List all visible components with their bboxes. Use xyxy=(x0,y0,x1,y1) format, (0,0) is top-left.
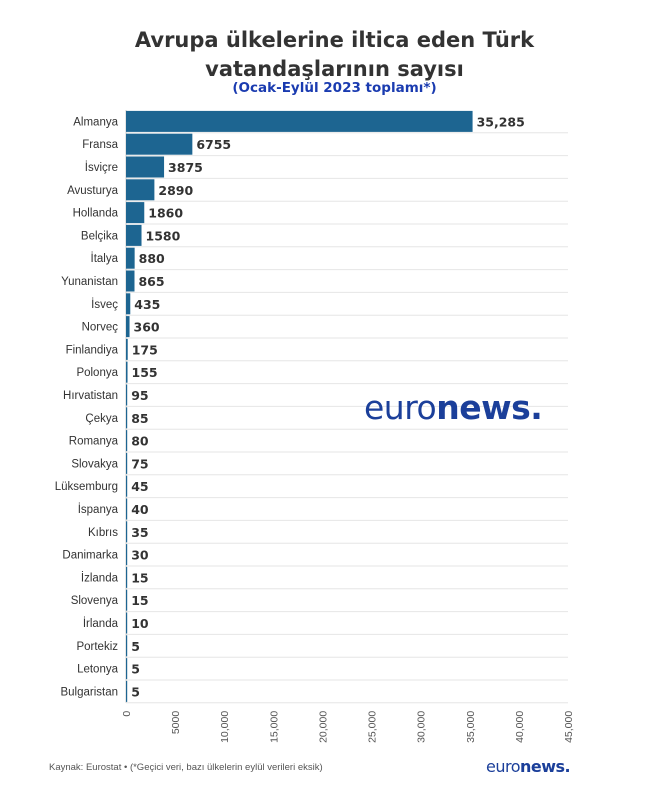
euronews-watermark-logo xyxy=(364,388,542,427)
bar xyxy=(126,248,135,269)
value-label: 5 xyxy=(131,684,140,700)
category-label: Lüksemburg xyxy=(54,481,118,494)
x-tick-label: 10,000 xyxy=(219,710,232,743)
bar xyxy=(126,202,144,223)
footer-logo-news-text: news xyxy=(520,757,565,776)
value-label: 75 xyxy=(131,456,149,472)
category-label: Portekiz xyxy=(76,640,118,653)
bar xyxy=(126,111,473,132)
title-line-1: Avrupa ülkelerine iltica eden Türk xyxy=(134,28,535,52)
category-label: Fransa xyxy=(82,139,118,152)
category-label: Çekya xyxy=(85,412,118,425)
bar xyxy=(126,293,130,314)
x-tick-label: 15,000 xyxy=(268,710,281,743)
bar xyxy=(126,134,192,155)
x-tick-label: 25,000 xyxy=(366,710,379,743)
bar xyxy=(126,339,128,360)
value-label: 15 xyxy=(131,593,149,609)
bar xyxy=(126,271,134,292)
value-label: 175 xyxy=(131,342,158,358)
category-label: İsveç xyxy=(91,298,118,311)
category-label: İtalya xyxy=(90,253,118,266)
value-label: 3875 xyxy=(168,160,203,175)
bar xyxy=(126,316,130,337)
bar xyxy=(126,613,127,634)
bar xyxy=(126,225,142,246)
logo-dot: . xyxy=(530,388,543,427)
value-label: 360 xyxy=(133,319,160,335)
value-label: 1860 xyxy=(148,205,184,221)
value-label: 1580 xyxy=(145,228,181,244)
bar xyxy=(126,476,127,497)
category-label: Slovakya xyxy=(71,458,118,471)
bar xyxy=(126,544,127,565)
value-label: 35,285 xyxy=(476,114,525,130)
title-line-2: vatandaşlarının sayısı xyxy=(205,57,464,81)
value-label: 95 xyxy=(131,388,149,403)
value-label: 30 xyxy=(131,547,149,563)
category-label: Avusturya xyxy=(67,184,118,197)
category-label: Belçika xyxy=(80,230,118,243)
category-label: İzlanda xyxy=(80,572,118,585)
category-label: Danimarka xyxy=(62,549,118,562)
bar xyxy=(126,362,128,383)
bar xyxy=(126,407,127,428)
x-tick-label: 45,000 xyxy=(563,710,575,743)
bar xyxy=(126,157,164,178)
x-tick-label: 35,000 xyxy=(464,710,477,743)
value-label: 85 xyxy=(131,410,149,426)
value-label: 155 xyxy=(131,365,158,381)
category-label: Kıbrıs xyxy=(87,526,118,539)
bar xyxy=(126,179,154,200)
category-label: Hollanda xyxy=(72,207,118,220)
x-tick-label: 20,000 xyxy=(317,710,330,743)
chart-subtitle: (Ocak-Eylül 2023 toplamı*) xyxy=(232,80,437,96)
footer-logo-euro-text: euro xyxy=(486,757,520,776)
value-label: 6755 xyxy=(196,137,232,153)
value-label: 10 xyxy=(131,616,149,631)
source-note: Kaynak: Eurostat • (*Geçici veri, bazı ülkelerin eylül verileri eksik) xyxy=(49,762,323,773)
category-label: Bulgaristan xyxy=(60,686,118,699)
category-label: Romanya xyxy=(68,435,118,448)
bar xyxy=(126,658,127,679)
bar xyxy=(126,635,127,656)
bar xyxy=(126,385,127,406)
value-label: 5 xyxy=(131,638,140,654)
logo-euro-text: euro xyxy=(364,388,437,427)
category-label: Finlandiya xyxy=(65,344,118,357)
x-tick-label: 30,000 xyxy=(415,710,428,743)
category-label: Letonya xyxy=(77,663,118,676)
bar xyxy=(126,590,127,611)
category-label: Almanya xyxy=(73,116,118,129)
bar xyxy=(126,430,127,451)
value-label: 865 xyxy=(138,274,165,289)
category-label: İspanya xyxy=(77,504,118,516)
value-label: 2890 xyxy=(158,182,194,198)
value-label: 880 xyxy=(138,251,165,267)
category-label: İsviçre xyxy=(84,162,118,174)
x-tick-label: 0 xyxy=(121,710,133,717)
category-label: Yunanistan xyxy=(61,276,118,288)
bar xyxy=(126,453,127,474)
x-tick-label: 5000 xyxy=(170,710,183,735)
value-label: 435 xyxy=(134,296,161,312)
value-label: 45 xyxy=(131,479,149,495)
bar xyxy=(126,499,127,520)
value-label: 40 xyxy=(131,502,149,517)
x-tick-label: 40,000 xyxy=(513,710,526,743)
bar xyxy=(126,521,127,542)
value-label: 5 xyxy=(131,661,140,677)
footer-logo-dot: . xyxy=(564,757,571,776)
euronews-footer-logo xyxy=(486,757,570,776)
logo-news-text: news xyxy=(436,388,531,427)
value-label: 80 xyxy=(131,433,149,449)
value-label: 15 xyxy=(131,570,149,586)
category-label: Slovenya xyxy=(70,595,118,608)
category-label: Norveç xyxy=(81,321,118,334)
value-label: 35 xyxy=(131,524,149,540)
bar xyxy=(126,567,127,588)
category-label: Polonya xyxy=(76,367,118,380)
bar xyxy=(126,681,127,702)
category-label: İrlanda xyxy=(82,618,118,630)
category-label: Hırvatistan xyxy=(63,390,118,402)
